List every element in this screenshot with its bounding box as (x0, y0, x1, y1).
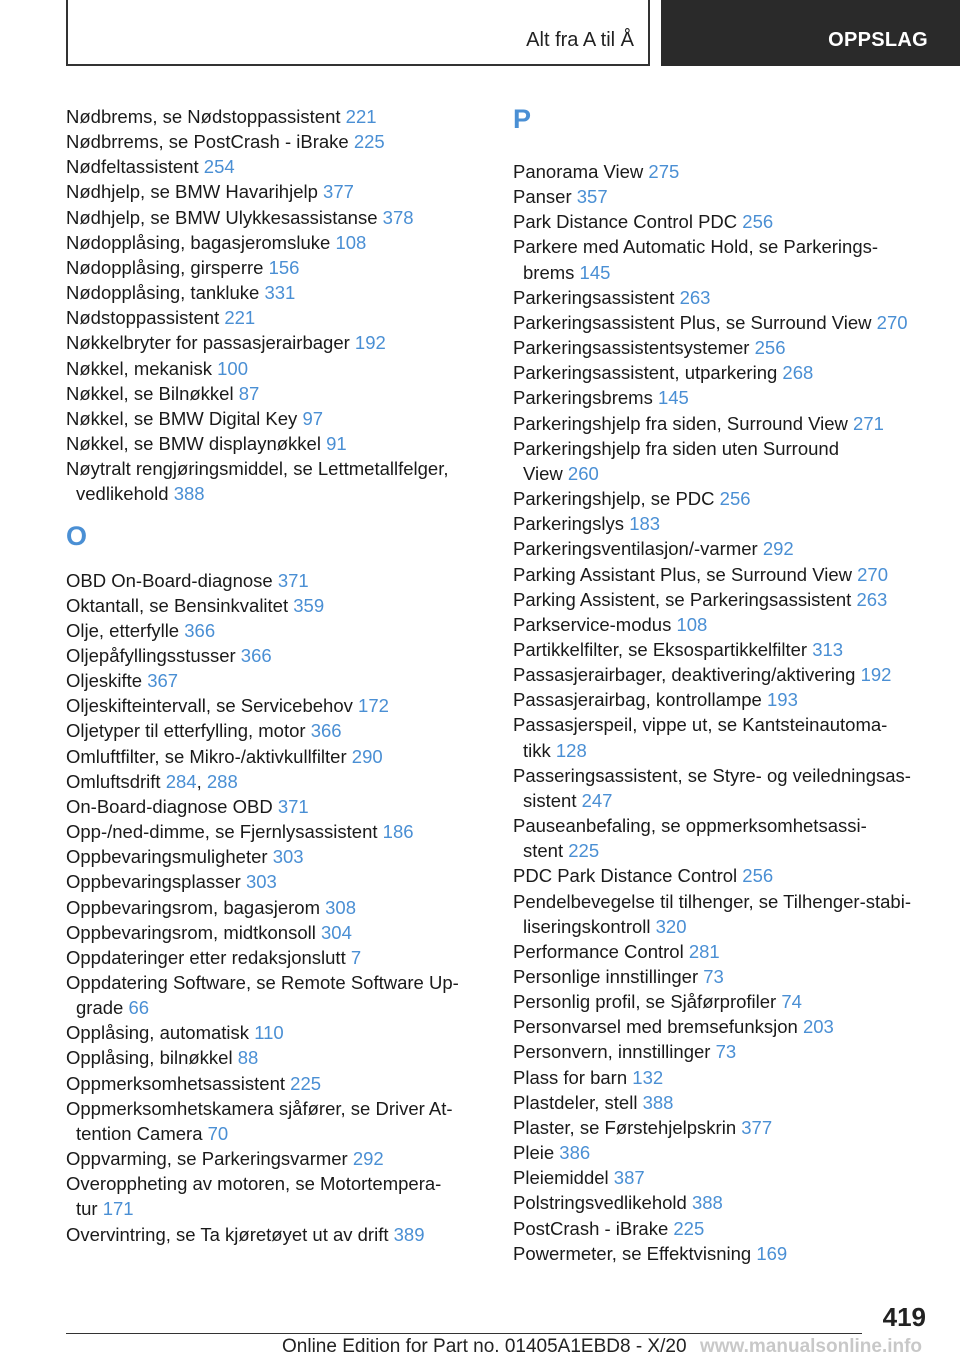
index-entry (66, 481, 476, 506)
page-link[interactable]: 284 (165, 770, 197, 792)
index-entry-term: Nødopplåsing, bagasjeromsluke (66, 231, 331, 253)
page-link[interactable]: 290 (351, 745, 383, 767)
index-entry-term: Plass for barn (513, 1066, 628, 1088)
page-link[interactable]: 88 (237, 1047, 259, 1069)
page-link[interactable]: 371 (277, 795, 309, 817)
index-entry-term: PDC Park Distance Control (513, 865, 738, 887)
index-entry (513, 838, 933, 863)
footer-edition: Online Edition for Part no. 01405A1EBD8 - X/20 (282, 1336, 687, 1357)
index-entry (66, 1045, 476, 1070)
index-entry-term: Parkeringsassistent (513, 286, 675, 308)
index-entry (513, 335, 933, 360)
index-entry (513, 562, 933, 587)
page-link[interactable]: 145 (579, 261, 611, 283)
index-entry-term: Nøytralt rengjøringsmiddel, se Lettmetallfelger, (66, 458, 449, 480)
index-entry (513, 511, 933, 536)
index-entry-term: Oppmerksomhetsassistent (66, 1072, 286, 1094)
index-entry-term: Omluftfilter, se Mikro-/aktivkullfilter (66, 745, 347, 767)
index-entry (66, 1146, 476, 1171)
page-link[interactable]: 263 (856, 588, 888, 610)
index-entry-term: Overvintring, se Ta kjøretøyet ut av drift (66, 1223, 389, 1245)
index-entry-term: Plaster, se Førstehjelpskrin (513, 1116, 737, 1138)
page-link[interactable]: 331 (264, 282, 296, 304)
index-entry (513, 1165, 933, 1190)
index-entry-term: Passasjerairbager, deaktivering/aktivering (513, 664, 856, 686)
page-link[interactable]: 303 (272, 846, 304, 868)
index-entry-term: Nøkkel, mekanisk (66, 357, 212, 379)
index-entry-term: Park Distance Control PDC (513, 211, 738, 233)
index-entry-term: stent (523, 840, 564, 862)
index-entry-term: Parkeringsassistent, utparkering (513, 362, 778, 384)
index-entry: Omluftsdrift 284, 288 (66, 770, 238, 792)
index-column-right (513, 104, 933, 1266)
index-entry-term: tention Camera (76, 1122, 203, 1144)
page-link[interactable]: 169 (756, 1242, 788, 1264)
page-link[interactable]: 145 (657, 387, 689, 409)
index-entry-term: Oppmerksomhetskamera sjåfører, se Driver At‐ (66, 1097, 453, 1119)
index-entry-term: Polstringsvedlikehold (513, 1192, 687, 1214)
index-entry (66, 255, 476, 280)
page-link[interactable]: 192 (354, 332, 386, 354)
page-link[interactable]: 225 (673, 1217, 705, 1239)
index-entry (513, 1241, 933, 1266)
index-entry (66, 154, 476, 179)
index-entry (513, 461, 933, 486)
index-entry (66, 995, 476, 1020)
index-entry (66, 945, 476, 970)
index-entry (66, 794, 476, 819)
index-entry (66, 643, 476, 668)
page-link[interactable]: 66 (128, 997, 150, 1019)
index-entry (66, 593, 476, 618)
index-entry (513, 536, 933, 561)
index-entry-term: On-Board-diagnose OBD (66, 795, 273, 817)
index-entry-term: Nøkkelbryter for passasjerairbager (66, 332, 350, 354)
letter-heading: P (513, 104, 532, 134)
index-entry (513, 1190, 933, 1215)
index-entry-term: Nødhjelp, se BMW Havarihjelp (66, 181, 318, 203)
index-entry (66, 744, 476, 769)
index-entry (66, 1121, 476, 1146)
page-link[interactable]: 271 (853, 412, 884, 434)
page-link[interactable]: 366 (184, 619, 216, 641)
watermark: www.manualsonline.info (700, 1336, 923, 1357)
index-entry-term: Nøkkel, se Bilnøkkel (66, 382, 234, 404)
page-link[interactable]: 281 (688, 940, 720, 962)
index-entry-term: Oppdateringer etter redaksjonslutt (66, 946, 346, 968)
page-link[interactable]: 256 (719, 488, 751, 510)
page-link[interactable]: 389 (393, 1223, 425, 1245)
page-link[interactable]: 203 (802, 1016, 834, 1038)
page-link[interactable]: 97 (302, 407, 324, 429)
index-entry-term: Personvarsel med bremsefunksjon (513, 1016, 798, 1038)
page-link[interactable]: 186 (382, 821, 414, 843)
page-link[interactable]: 388 (642, 1091, 674, 1113)
page-link[interactable]: 192 (860, 664, 892, 686)
index-entry-term: Nødstoppassistent (66, 307, 220, 329)
page-link[interactable]: 367 (147, 670, 179, 692)
page-link[interactable]: 366 (240, 644, 272, 666)
index-entry-term: liseringskontroll (523, 915, 651, 937)
index-entry (513, 1140, 933, 1165)
index-entry (513, 1090, 933, 1115)
page-link[interactable]: 387 (613, 1167, 645, 1189)
section-label: OPPSLAG (828, 29, 928, 51)
index-entry (513, 234, 933, 259)
page-link[interactable]: 225 (290, 1072, 322, 1094)
index-entry (66, 431, 476, 456)
index-entry (513, 612, 933, 637)
page-header (0, 0, 960, 66)
index-entry-term: Omluftsdrift (66, 770, 161, 792)
index-entry (66, 869, 476, 894)
page-link[interactable]: 260 (567, 462, 599, 484)
page-link[interactable]: 366 (310, 720, 342, 742)
index-entry (513, 1014, 933, 1039)
index-entry-term: vedlikehold (76, 483, 169, 505)
page-link[interactable]: 256 (754, 337, 786, 359)
index-entry-term: Personvern, innstillinger (513, 1041, 711, 1063)
chapter-title: Alt fra A til Å (526, 29, 634, 51)
page-link[interactable]: 156 (268, 256, 300, 278)
page-link[interactable]: 221 (224, 307, 256, 329)
index-entry (513, 587, 933, 612)
header-section-tab (661, 0, 960, 66)
page-link[interactable]: 270 (857, 563, 889, 585)
page-link[interactable]: 128 (555, 739, 587, 761)
page-link[interactable]: 100 (217, 357, 248, 379)
index-entry-term: Partikkelfilter, se Eksospartikkelfilter (513, 638, 808, 660)
index-entry-term: Panorama View (513, 161, 644, 182)
footer-divider (66, 1333, 862, 1334)
index-entry (513, 411, 933, 436)
page-link[interactable]: 386 (559, 1142, 591, 1164)
page-link[interactable]: 292 (352, 1148, 384, 1170)
page-link[interactable]: 268 (782, 362, 814, 384)
page-link[interactable]: 357 (576, 186, 608, 208)
index-entry-term: Parkeringsbrems (513, 387, 653, 409)
index-entry-term: Oppvarming, se Parkeringsvarmer (66, 1148, 348, 1170)
index-entry-term: Olje, etterfylle (66, 619, 180, 641)
index-entry-term: Parkere med Automatic Hold, se Parkerings‐ (513, 236, 879, 258)
page-link[interactable]: 183 (629, 513, 661, 535)
index-entry-term: OBD On-Board-diagnose (66, 569, 273, 591)
index-entry-term: Nødopplåsing, girsperre (66, 256, 264, 278)
index-entry (66, 718, 476, 743)
index-entry (513, 209, 933, 234)
index-entry-term: Oljetyper til etterfylling, motor (66, 720, 306, 742)
index-entry-term: Performance Control (513, 940, 684, 962)
index-entry-term: Parkeringsassistent Plus, se Surround View (513, 311, 872, 333)
page-link[interactable]: 132 (632, 1066, 664, 1088)
index-entry-term: Nøkkel, se BMW Digital Key (66, 407, 298, 429)
page-link[interactable]: 270 (876, 311, 908, 333)
page-link[interactable]: 292 (762, 538, 794, 560)
index-entry (66, 693, 476, 718)
page-number: 419 (882, 1302, 926, 1332)
index-entry-term: Parking Assistent, se Parkeringsassistent (513, 588, 852, 610)
index-entry-term: Parkeringshjelp, se PDC (513, 488, 715, 510)
index-entry-term: Parkeringshjelp fra siden uten Surround (513, 437, 839, 459)
index-entry-term: grade (76, 997, 124, 1019)
page-link[interactable]: 263 (679, 286, 711, 308)
index-entry-term: Panser (513, 186, 572, 208)
page-link[interactable]: 172 (358, 695, 389, 717)
index-entry (66, 406, 476, 431)
page-link[interactable]: 73 (715, 1041, 737, 1063)
page-link[interactable]: 225 (353, 131, 385, 153)
page-link[interactable]: 87 (238, 382, 260, 404)
page-link[interactable]: 371 (277, 569, 309, 591)
index-entry (66, 129, 476, 154)
index-entry (513, 662, 933, 687)
index-entry-term: Nødhjelp, se BMW Ulykkesassistanse (66, 206, 378, 228)
index-entry-term: Opplåsing, bilnøkkel (66, 1047, 233, 1069)
index-entry (513, 285, 933, 310)
index-entry (513, 184, 933, 209)
index-entry-term: Nødbrems, se Nødstoppassistent (66, 106, 341, 127)
index-entry-term: Oppbevaringsmuligheter (66, 846, 268, 868)
page-link[interactable]: 221 (345, 106, 377, 127)
index-entry (513, 863, 933, 888)
index-entry-term: Oljeskifteintervall, se Servicebehov (66, 695, 353, 717)
index-entry (66, 179, 476, 204)
index-entry (66, 1071, 476, 1096)
index-entry-term: Nøkkel, se BMW displaynøkkel (66, 433, 321, 455)
index-entry-term: Passeringsassistent, se Styre- og veiledningsas‐ (513, 764, 911, 786)
page-link[interactable]: 74 (781, 991, 802, 1013)
index-entry (66, 456, 476, 481)
index-entry (66, 305, 476, 330)
index-entry (66, 1171, 476, 1196)
index-entry-term: Oljeskifte (66, 670, 143, 692)
index-entry-term: Passasjerairbag, kontrollampe (513, 689, 762, 711)
page-link[interactable]: 256 (742, 865, 774, 887)
page-link[interactable]: 256 (742, 211, 774, 233)
page-link[interactable]: 171 (102, 1198, 134, 1220)
index-entry (513, 1115, 933, 1140)
index-entry (513, 813, 933, 838)
index-entry (513, 159, 933, 184)
index-entry-term: Parkeringshjelp fra siden, Surround View (513, 412, 848, 434)
index-entry (513, 1039, 933, 1064)
index-entry (66, 1096, 476, 1121)
index-entry (66, 618, 476, 643)
index-entry (513, 738, 933, 763)
index-entry-term: Powermeter, se Effektvisning (513, 1242, 752, 1264)
index-entry (513, 763, 933, 788)
index-entry (513, 889, 933, 914)
index-column-left (66, 104, 476, 1247)
page-link[interactable]: 304 (321, 921, 352, 943)
index-entry (513, 1065, 933, 1090)
index-entry-term: Passasjerspeil, vippe ut, se Kantsteinautoma‐ (513, 714, 888, 736)
index-entry-term: Oppdatering Software, se Remote Software Up‐ (66, 972, 459, 993)
index-entry-term: Oljepåfyllingsstusser (66, 644, 236, 666)
page-link[interactable]: 359 (293, 594, 325, 616)
page-link[interactable]: 303 (245, 871, 277, 893)
page-link[interactable]: 288 (206, 770, 238, 792)
index-entry-term: Pleiemiddel (513, 1167, 609, 1189)
index-entry-term: Overoppheting av motoren, se Motortempera‐ (66, 1173, 442, 1195)
index-entry-term: Nødbrrems, se PostCrash - iBrake (66, 131, 349, 153)
page-link[interactable]: 225 (568, 840, 600, 862)
page-link[interactable]: 70 (207, 1122, 229, 1144)
index-entry (66, 970, 476, 995)
index-entry-term: Pauseanbefaling, se oppmerksomhetsassi‐ (513, 815, 867, 837)
index-entry-term: Pendelbevegelse til tilhenger, se Tilhenger-stabi‐ (513, 890, 911, 912)
index-entry (513, 486, 933, 511)
page-link[interactable]: 275 (648, 161, 680, 182)
index-entry (513, 914, 933, 939)
index-entry (513, 310, 933, 335)
page-link[interactable]: 377 (741, 1116, 773, 1138)
index-entry-term: brems (523, 261, 575, 283)
index-entry (513, 260, 933, 285)
page-link[interactable]: 320 (655, 915, 687, 937)
index-entry-term: Oppbevaringsplasser (66, 871, 241, 893)
index-entry-term: Parkeringslys (513, 513, 625, 535)
index-entry-term: Plastdeler, stell (513, 1091, 638, 1113)
page-link[interactable]: 254 (203, 156, 235, 178)
index-entry-term: Nødfeltassistent (66, 156, 199, 178)
index-entry (66, 1196, 476, 1221)
index-entry-term: sistent (523, 789, 577, 811)
index-entry-term: Parkservice-modus (513, 613, 672, 635)
index-entry (66, 205, 476, 230)
index-entry-term: Oktantall, se Bensinkvalitet (66, 594, 289, 616)
index-entry-term: Oppbevaringsrom, midtkonsoll (66, 921, 316, 943)
index-entry-term: Oppbevaringsrom, bagasjerom (66, 896, 320, 918)
index-entry (66, 895, 476, 920)
page-link[interactable]: 313 (812, 638, 844, 660)
page-link[interactable]: 377 (323, 181, 354, 203)
page-link[interactable]: 247 (581, 789, 613, 811)
index-entry-term: Personlige innstillinger (513, 966, 699, 987)
page-link[interactable]: 7 (350, 946, 362, 968)
page-link[interactable]: 388 (691, 1192, 723, 1214)
index-entry-term: Opplåsing, automatisk (66, 1022, 250, 1044)
index-entry (66, 819, 476, 844)
letter-heading: O (66, 520, 88, 551)
page-link[interactable]: 378 (382, 206, 414, 228)
index-entry (513, 712, 933, 737)
index-entry-term: View (523, 462, 563, 484)
index-entry (513, 436, 933, 461)
page-link[interactable]: 73 (703, 966, 724, 987)
index-entry (513, 939, 933, 964)
index-entry (66, 1020, 476, 1045)
index-entry (513, 637, 933, 662)
header-chapter-tab (66, 0, 650, 66)
index-entry (66, 568, 476, 593)
index-entry-term: tur (76, 1198, 98, 1220)
index-entry (513, 687, 933, 712)
index-entry (513, 1216, 933, 1241)
index-entry-term: PostCrash - iBrake (513, 1217, 669, 1239)
index-entry-term: Parkeringsventilasjon/-varmer (513, 538, 758, 560)
index-entry (66, 104, 476, 129)
page-link[interactable]: 193 (767, 689, 798, 711)
index-entry (66, 230, 476, 255)
index-entry (513, 989, 933, 1014)
page-link[interactable]: 108 (335, 231, 367, 253)
index-entry (513, 360, 933, 385)
page-link[interactable]: 110 (254, 1022, 284, 1044)
index-entry (66, 280, 476, 305)
index-entry-term: tikk (523, 739, 551, 761)
index-entry (66, 844, 476, 869)
index-entry-term: Opp-/ned-dimme, se Fjernlysassistent (66, 821, 378, 843)
index-entry-term: Pleie (513, 1142, 555, 1164)
page-link[interactable]: 108 (676, 613, 708, 635)
page-link[interactable]: 388 (173, 483, 205, 505)
index-entry (513, 964, 933, 989)
page-link[interactable]: 91 (326, 433, 347, 455)
index-entry-term: Nødopplåsing, tankluke (66, 282, 260, 304)
index-entry (66, 668, 476, 693)
page-link[interactable]: 308 (325, 896, 357, 918)
index-entry (66, 356, 476, 381)
index-entry (513, 385, 933, 410)
index-entry (66, 330, 476, 355)
index-entry-term: Parking Assistant Plus, se Surround View (513, 563, 852, 585)
index-entry (66, 1222, 476, 1247)
index-entry (66, 381, 476, 406)
index-entry (513, 788, 933, 813)
index-entry-term: Personlig profil, se Sjåførprofiler (513, 991, 777, 1013)
index-entry-term: Parkeringsassistentsystemer (513, 337, 750, 359)
index-entry (66, 920, 476, 945)
